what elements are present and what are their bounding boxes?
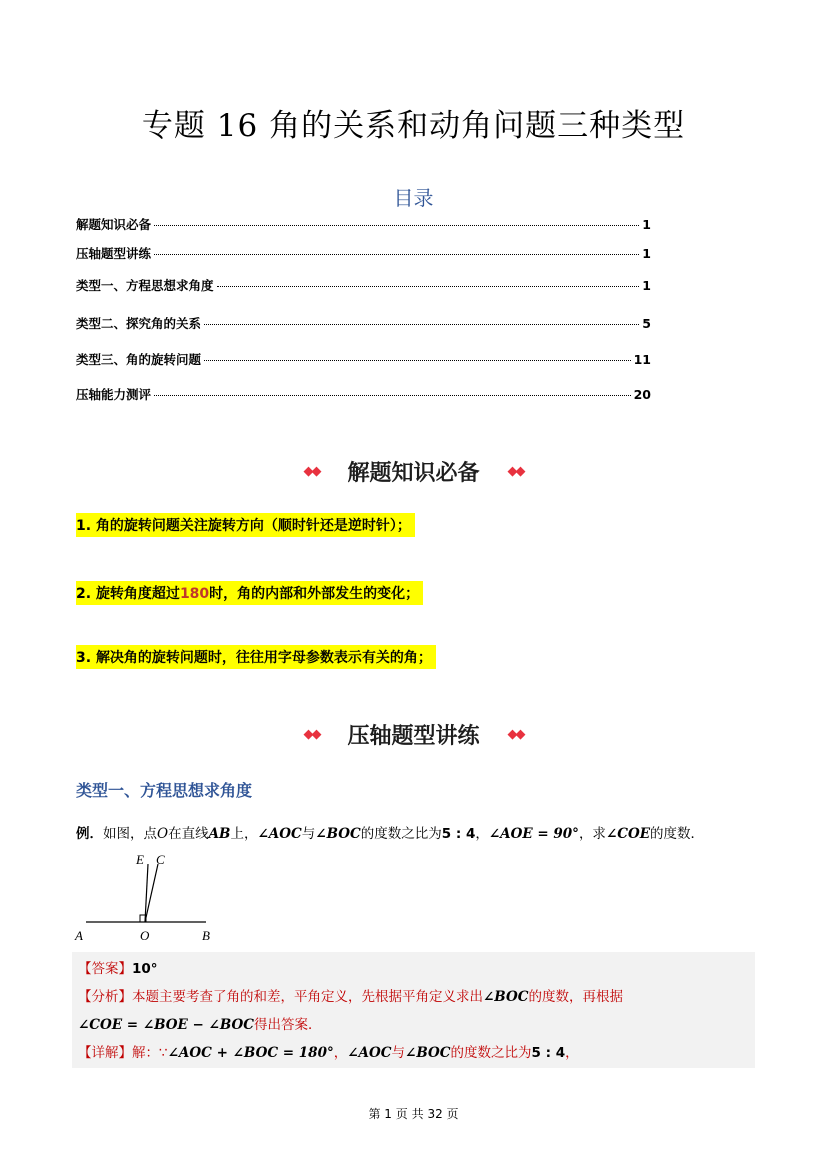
detail-text: ， xyxy=(565,1045,579,1061)
toc-entry-label: 类型三、角的旋转问题 xyxy=(76,352,202,367)
type-heading: 类型一、方程思想求角度 xyxy=(76,781,253,800)
banner-title: 压轴题型讲练 xyxy=(329,715,497,754)
toc-entry-page: 20 xyxy=(633,387,651,402)
label-a: A xyxy=(75,928,83,943)
example-lead: 例． xyxy=(76,826,103,842)
math-expr: 5 : 4 xyxy=(531,1045,566,1061)
toc-entry-page: 1 xyxy=(642,278,651,293)
toc-leader-dots xyxy=(154,225,639,226)
example-text: ，求 xyxy=(578,826,606,842)
toc-entry[interactable] xyxy=(76,276,651,294)
analysis-tag: 【分析】 xyxy=(78,989,132,1005)
toc-entry[interactable] xyxy=(76,215,651,233)
math-expr: AB xyxy=(208,826,231,842)
angle-figure xyxy=(72,848,222,948)
key-point-text: 旋转角度超过 xyxy=(95,586,180,602)
detail-text: 解：∵ xyxy=(132,1045,168,1061)
example-text: 的度数． xyxy=(650,826,705,842)
toc-entry-label: 解题知识必备 xyxy=(76,217,152,232)
toc-entry[interactable] xyxy=(76,385,651,403)
page-footer xyxy=(0,1105,827,1122)
math-expr: ∠COE = ∠BOE − ∠BOC xyxy=(78,1017,255,1033)
toc-entry-page: 1 xyxy=(642,246,651,261)
current-page-number: 1 xyxy=(384,1107,392,1121)
diamond-icon: ◆◆ xyxy=(507,464,524,479)
example-text: ， xyxy=(475,826,489,842)
example-text: 上， xyxy=(230,826,258,842)
diamond-icon: ◆◆ xyxy=(303,464,320,479)
math-expr: ∠BOC xyxy=(483,989,529,1005)
diamond-icon: ◆◆ xyxy=(507,727,524,742)
example-problem xyxy=(76,822,704,842)
toc-entry-page: 11 xyxy=(633,352,651,367)
detail-text: 与 xyxy=(391,1045,406,1061)
key-point-text: 解决角的旋转问题时，往往用字母参数表示有关的角； xyxy=(95,650,432,666)
footer-text: 共 xyxy=(411,1107,424,1121)
key-point-number: 2. xyxy=(76,586,92,602)
toc-leader-dots xyxy=(154,395,631,396)
total-page-count: 32 xyxy=(427,1107,443,1121)
math-expr: ∠BOC xyxy=(405,1045,451,1061)
answer-value: 10° xyxy=(132,961,158,977)
analysis-line xyxy=(78,985,623,1005)
label-b: B xyxy=(202,928,210,943)
key-point xyxy=(76,645,436,669)
analysis-text: 本题主要考查了角的和差，平角定义，先根据平角定义求出 xyxy=(132,989,483,1005)
example-text: 的度数之比为 xyxy=(360,826,442,842)
answer-line xyxy=(78,957,158,977)
toc-entry[interactable] xyxy=(76,350,651,368)
math-expr: ∠COE xyxy=(605,826,651,842)
math-expr: ∠AOE = 90° xyxy=(488,826,579,842)
label-e: E xyxy=(136,852,144,867)
detail-text: ， xyxy=(333,1045,348,1061)
toc-entry-page: 1 xyxy=(642,217,651,232)
key-point-number: 1. xyxy=(76,518,92,534)
math-expr: ∠BOC xyxy=(315,826,361,842)
toc-entry-label: 类型二、探究角的关系 xyxy=(76,316,202,331)
detail-line xyxy=(78,1041,579,1061)
detail-tag: 【详解】 xyxy=(78,1045,132,1061)
label-o: O xyxy=(140,928,150,943)
detail-text: 的度数之比为 xyxy=(450,1045,532,1061)
key-point xyxy=(76,513,415,537)
key-point xyxy=(76,581,423,605)
footer-text: 页 xyxy=(446,1107,459,1121)
footer-text: 页 xyxy=(395,1107,408,1121)
section-banner xyxy=(0,715,827,755)
toc-entry[interactable] xyxy=(76,244,651,262)
section-banner xyxy=(0,452,827,492)
toc-entry[interactable] xyxy=(76,314,651,332)
key-point-number: 3. xyxy=(76,650,92,666)
math-expr: ∠AOC xyxy=(257,826,302,842)
footer-text: 第 xyxy=(368,1107,381,1121)
toc-entry-label: 压轴题型讲练 xyxy=(76,246,152,261)
toc-entry-label: 压轴能力测评 xyxy=(76,387,152,402)
label-c: C xyxy=(156,852,165,867)
math-expr: ∠AOC xyxy=(347,1045,392,1061)
key-point-value: 180 xyxy=(179,586,210,602)
key-point-text: 时，角的内部和外部发生的变化； xyxy=(209,586,420,602)
toc-leader-dots xyxy=(154,254,639,255)
toc-entry-label: 类型一、方程思想求角度 xyxy=(76,278,214,293)
analysis-text: 得出答案． xyxy=(254,1017,322,1033)
example-text: 在直线 xyxy=(168,826,209,842)
math-expr: ∠AOC + ∠BOC = 180° xyxy=(167,1045,334,1061)
analysis-text: 的度数，再根据 xyxy=(528,989,623,1005)
toc-leader-dots xyxy=(204,360,631,361)
key-point-text: 角的旋转问题关注旋转方向（顺时针还是逆时针）； xyxy=(95,518,411,534)
banner-title: 解题知识必备 xyxy=(329,452,497,491)
page-title: 专题 16 角的关系和动角问题三种类型 xyxy=(141,108,686,144)
toc-leader-dots xyxy=(204,324,639,325)
diamond-icon: ◆◆ xyxy=(303,727,320,742)
example-text: 如图，点 xyxy=(103,826,157,842)
example-text: 与 xyxy=(301,826,316,842)
answer-tag: 【答案】 xyxy=(78,961,132,977)
toc-leader-dots xyxy=(217,286,640,287)
math-expr: O xyxy=(157,826,169,842)
analysis-line xyxy=(78,1013,322,1033)
toc-heading: 目录 xyxy=(393,186,434,210)
math-expr: 5 : 4 xyxy=(441,826,476,842)
toc-entry-page: 5 xyxy=(642,316,651,331)
